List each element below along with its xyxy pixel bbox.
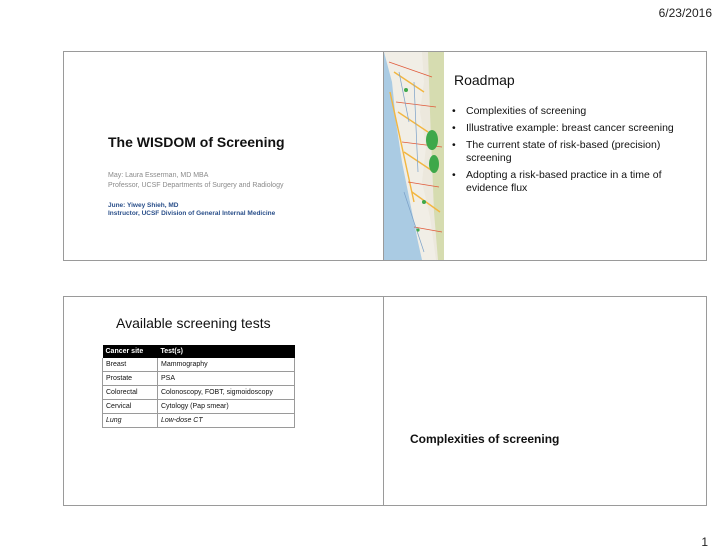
cancer-site-cell: Lung: [103, 414, 158, 428]
presenter-june-role: Instructor, UCSF Division of General Internal Medicine: [108, 210, 276, 217]
slide-title: Roadmap: [454, 72, 515, 88]
table-header-row: [103, 345, 295, 358]
slide-2-roadmap: [383, 51, 707, 261]
page-number: 1: [701, 535, 708, 549]
list-item: • Complexities of screening: [452, 105, 587, 117]
slide-title: Complexities of screening: [410, 432, 560, 446]
column-header: Cancer site: [103, 345, 158, 358]
header-date: 6/23/2016: [658, 6, 712, 20]
presenter-may-name: May: Laura Esserman, MD MBA: [108, 172, 209, 179]
table-row: [103, 372, 295, 386]
bullet-icon: •: [452, 122, 456, 134]
cancer-site-cell: Cervical: [103, 400, 158, 414]
list-item: • The current state of risk-based (precision) screening: [452, 139, 661, 164]
list-item: • Illustrative example: breast cancer screening: [452, 122, 674, 134]
slide-title: Available screening tests: [116, 315, 271, 331]
test-cell: Cytology (Pap smear): [158, 400, 295, 414]
test-cell: Mammography: [158, 358, 295, 372]
bullet-icon: •: [452, 169, 456, 181]
bullet-icon: •: [452, 105, 456, 117]
test-cell: PSA: [158, 372, 295, 386]
presenter-june-name: June: Yiwey Shieh, MD: [108, 202, 179, 209]
slide-title: The WISDOM of Screening: [108, 134, 285, 150]
map-graphic: [384, 52, 444, 260]
presenter-may-role: Professor, UCSF Departments of Surgery and Radiology: [108, 182, 284, 189]
roadmap-list: [452, 105, 702, 199]
cancer-site-cell: Prostate: [103, 372, 158, 386]
slide-1-title: [63, 51, 387, 261]
table-row: [103, 400, 295, 414]
presenter-may: [108, 171, 283, 191]
table-row: [103, 386, 295, 400]
table-row: [103, 358, 295, 372]
test-cell: Low-dose CT: [158, 414, 295, 428]
presenter-june: [108, 202, 278, 218]
slide-3-screening-tests: [63, 296, 387, 506]
screening-tests-table: [102, 345, 295, 428]
list-item: • Adopting a risk-based practice in a time of evidence flux: [452, 169, 662, 194]
california-map-image: [384, 52, 444, 260]
slide-4-complexities: [383, 296, 707, 506]
cancer-site-cell: Colorectal: [103, 386, 158, 400]
cancer-site-cell: Breast: [103, 358, 158, 372]
test-cell: Colonoscopy, FOBT, sigmoidoscopy: [158, 386, 295, 400]
bullet-icon: •: [452, 139, 456, 151]
column-header: Test(s): [158, 345, 295, 358]
table-row: [103, 414, 295, 428]
